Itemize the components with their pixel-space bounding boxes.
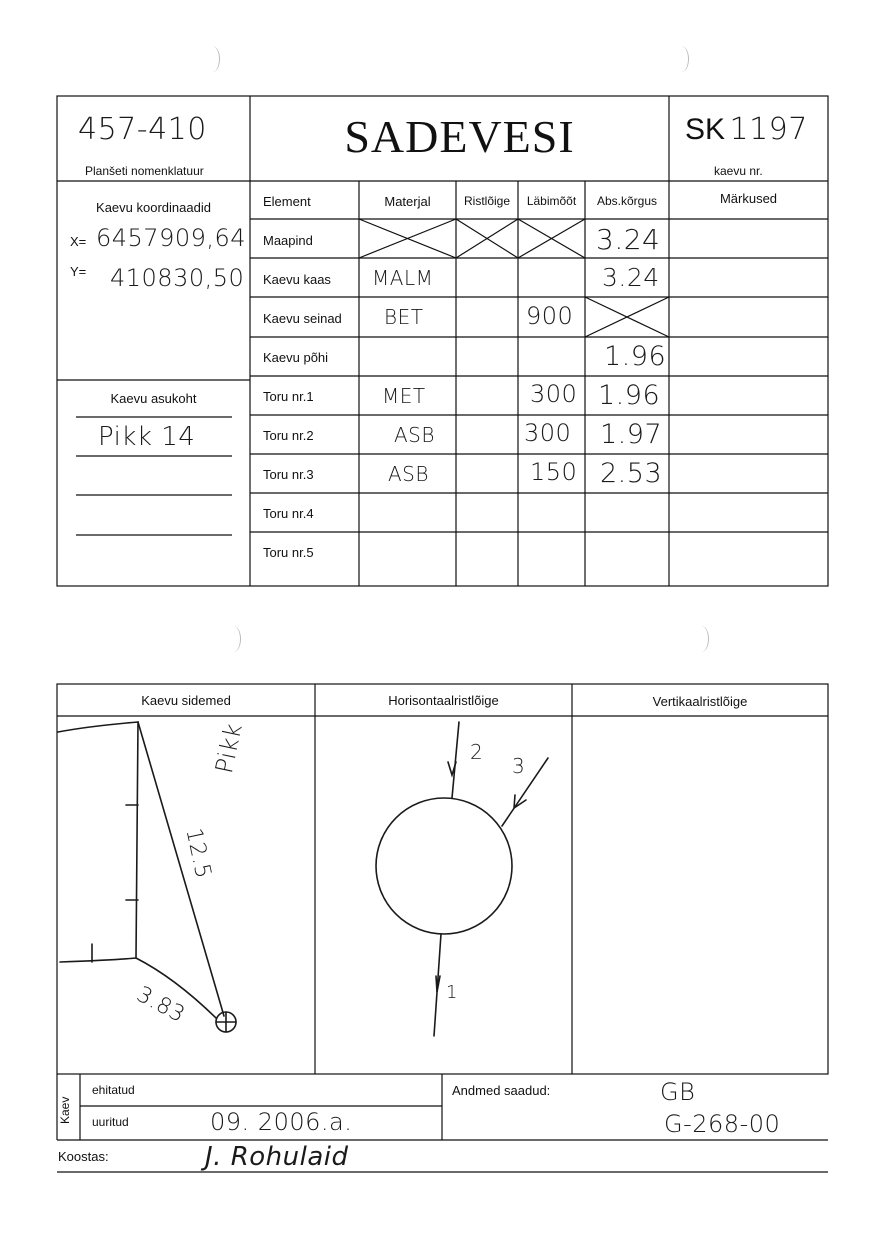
cell-abs-korgus: 1.97 — [600, 419, 663, 450]
surveyed-value: 09. 2006.a. — [210, 1108, 353, 1136]
row-element: Toru nr.5 — [263, 545, 314, 560]
cell-materjal: ASB — [394, 423, 435, 447]
col-labimoot: Läbimõõt — [526, 194, 577, 208]
cell-labimoot: 300 — [530, 380, 578, 408]
y-value: 410830,50 — [110, 264, 245, 292]
row-element: Toru nr.1 — [263, 389, 314, 404]
pipe-label-1: 1 — [446, 982, 458, 1003]
sketch-header-links: Kaevu sidemed — [141, 693, 231, 708]
built-label: ehitatud — [92, 1083, 135, 1097]
col-markused: Märkused — [719, 191, 778, 206]
col-abs-korgus: Abs.kõrgus — [596, 194, 658, 208]
cell-materjal: ASB — [388, 462, 429, 486]
source-value-2: G-268-00 — [664, 1110, 781, 1138]
cell-abs-korgus: 1.96 — [598, 380, 661, 411]
sheet-number: 457-410 — [78, 112, 207, 147]
y-label: Y= — [70, 264, 87, 279]
surveyed-label: uuritud — [92, 1115, 129, 1129]
sketch-header-vertical: Vertikaalristlõige — [652, 694, 748, 709]
row-element: Toru nr.2 — [263, 428, 314, 443]
compiled-value: J. Rohulaid — [205, 1142, 349, 1172]
location-value: Pikk 14 — [98, 422, 196, 452]
row-element: Toru nr.3 — [263, 467, 314, 482]
cell-materjal: BET — [384, 305, 424, 329]
cell-abs-korgus: 2.53 — [600, 458, 663, 489]
source-label: Andmed saadud: — [452, 1083, 551, 1098]
page-title: SADEVESI — [344, 111, 575, 162]
location-label: Kaevu asukoht — [110, 391, 197, 406]
cell-abs-korgus: 3.24 — [596, 223, 661, 256]
coordinates-label: Kaevu koordinaadid — [96, 200, 211, 215]
cell-abs-korgus: 3.24 — [602, 263, 660, 292]
x-label: X= — [70, 234, 87, 249]
cell-labimoot: 300 — [524, 419, 572, 447]
row-element: Kaevu põhi — [263, 350, 329, 365]
footer-side-label: Kaev — [58, 1096, 72, 1124]
well-number: 1197 — [729, 112, 808, 147]
well-label: kaevu nr. — [714, 164, 763, 178]
source-value-1: GB — [660, 1078, 696, 1106]
row-element: Toru nr.4 — [263, 506, 314, 521]
row-element: Maapind — [263, 233, 313, 248]
street-label: Pikk — [210, 720, 248, 776]
cell-labimoot: 900 — [526, 302, 574, 330]
well-number-field — [685, 112, 808, 147]
cell-materjal: MET — [382, 384, 426, 408]
sheet-label: Planšeti nomenklatuur — [85, 164, 204, 178]
row-element: Kaevu kaas — [263, 272, 331, 287]
cell-abs-korgus: 1.96 — [604, 341, 667, 372]
compiled-label: Koostas: — [58, 1149, 109, 1164]
cell-materjal: MALM — [372, 266, 434, 290]
distance-label-2: 3.83 — [132, 982, 190, 1029]
sketch-header-horizontal: Horisontaalristlõige — [388, 693, 499, 708]
well-prefix: SK — [685, 113, 726, 146]
row-element: Kaevu seinad — [263, 311, 342, 326]
x-value: 6457909,64 — [96, 224, 247, 252]
col-ristloige: Ristlõige — [463, 194, 511, 208]
distance-label-1: 12.5 — [180, 826, 216, 882]
cell-labimoot: 150 — [530, 458, 578, 486]
pipe-label-3: 3 — [512, 754, 526, 778]
col-materjal: Materjal — [384, 194, 431, 209]
pipe-label-2: 2 — [470, 740, 484, 764]
col-element: Element — [263, 194, 311, 209]
